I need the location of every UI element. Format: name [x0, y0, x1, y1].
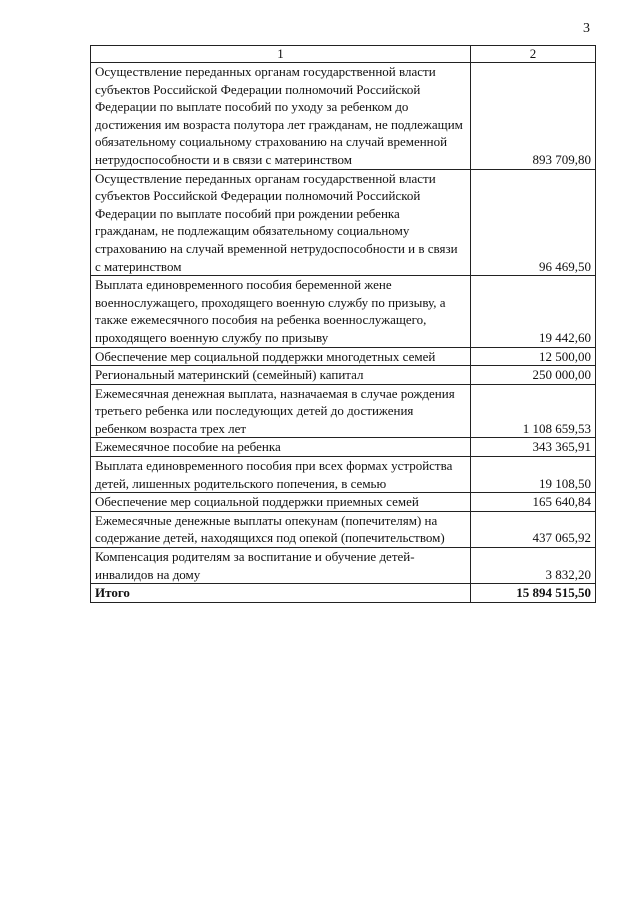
table-row [91, 384, 596, 438]
row-name: Обеспечение мер социальной поддержки приемных семей [91, 493, 471, 512]
row-name: Осуществление переданных органам государственной власти субъектов Российской Федерации полномочий Российской Федерации по выплате пособий при рождении ребенка гражданам, не подлежащим обязательному социальному страхованию на случай временной нетрудоспособности и в связи с материнством [91, 169, 471, 276]
row-amount: 343 365,91 [471, 438, 596, 457]
total-row [91, 584, 596, 603]
row-name: Региональный материнский (семейный) капитал [91, 366, 471, 385]
row-name: Выплата единовременного пособия беременной жене военнослужащего, проходящего военную службу по призыву, а также ежемесячного пособия на ребенка военнослужащего, проходящего военную службу по призыву [91, 276, 471, 347]
row-amount: 12 500,00 [471, 347, 596, 366]
total-label: Итого [91, 584, 471, 603]
row-name: Выплата единовременного пособия при всех формах устройства детей, лишенных родительского попечения, в семью [91, 457, 471, 493]
column-header-1: 1 [91, 46, 471, 63]
row-name: Компенсация родителям за воспитание и обучение детей-инвалидов на дому [91, 548, 471, 584]
table-row [91, 438, 596, 457]
row-amount: 19 442,60 [471, 276, 596, 347]
row-name: Ежемесячная денежная выплата, назначаемая в случае рождения третьего ребенка или последующих детей до достижения ребенком возраста трех лет [91, 384, 471, 438]
row-name: Ежемесячные денежные выплаты опекунам (попечителям) на содержание детей, находящихся под опекой (попечительством) [91, 511, 471, 547]
table-row [91, 493, 596, 512]
table-row [91, 63, 596, 170]
row-amount: 893 709,80 [471, 63, 596, 170]
row-amount: 19 108,50 [471, 457, 596, 493]
table-row [91, 169, 596, 276]
row-amount: 3 832,20 [471, 548, 596, 584]
column-header-2: 2 [471, 46, 596, 63]
row-amount: 96 469,50 [471, 169, 596, 276]
table-row [91, 276, 596, 347]
page-number: 3 [583, 21, 590, 36]
table-row [91, 511, 596, 547]
row-name: Обеспечение мер социальной поддержки многодетных семей [91, 347, 471, 366]
row-name: Ежемесячное пособие на ребенка [91, 438, 471, 457]
table-row [91, 366, 596, 385]
budget-table [90, 45, 596, 603]
table-row [91, 457, 596, 493]
row-name: Осуществление переданных органам государственной власти субъектов Российской Федерации полномочий Российской Федерации по выплате пособий по уходу за ребенком до достижения им возраста полутора лет гражданам, не подлежащим обязательному социальному страхованию на случай временной нетрудоспособности и в связи с материнством [91, 63, 471, 170]
row-amount: 250 000,00 [471, 366, 596, 385]
row-amount: 1 108 659,53 [471, 384, 596, 438]
table-row [91, 347, 596, 366]
row-amount: 437 065,92 [471, 511, 596, 547]
row-amount: 165 640,84 [471, 493, 596, 512]
table-row [91, 548, 596, 584]
table-header-row [91, 46, 596, 63]
total-amount: 15 894 515,50 [471, 584, 596, 603]
